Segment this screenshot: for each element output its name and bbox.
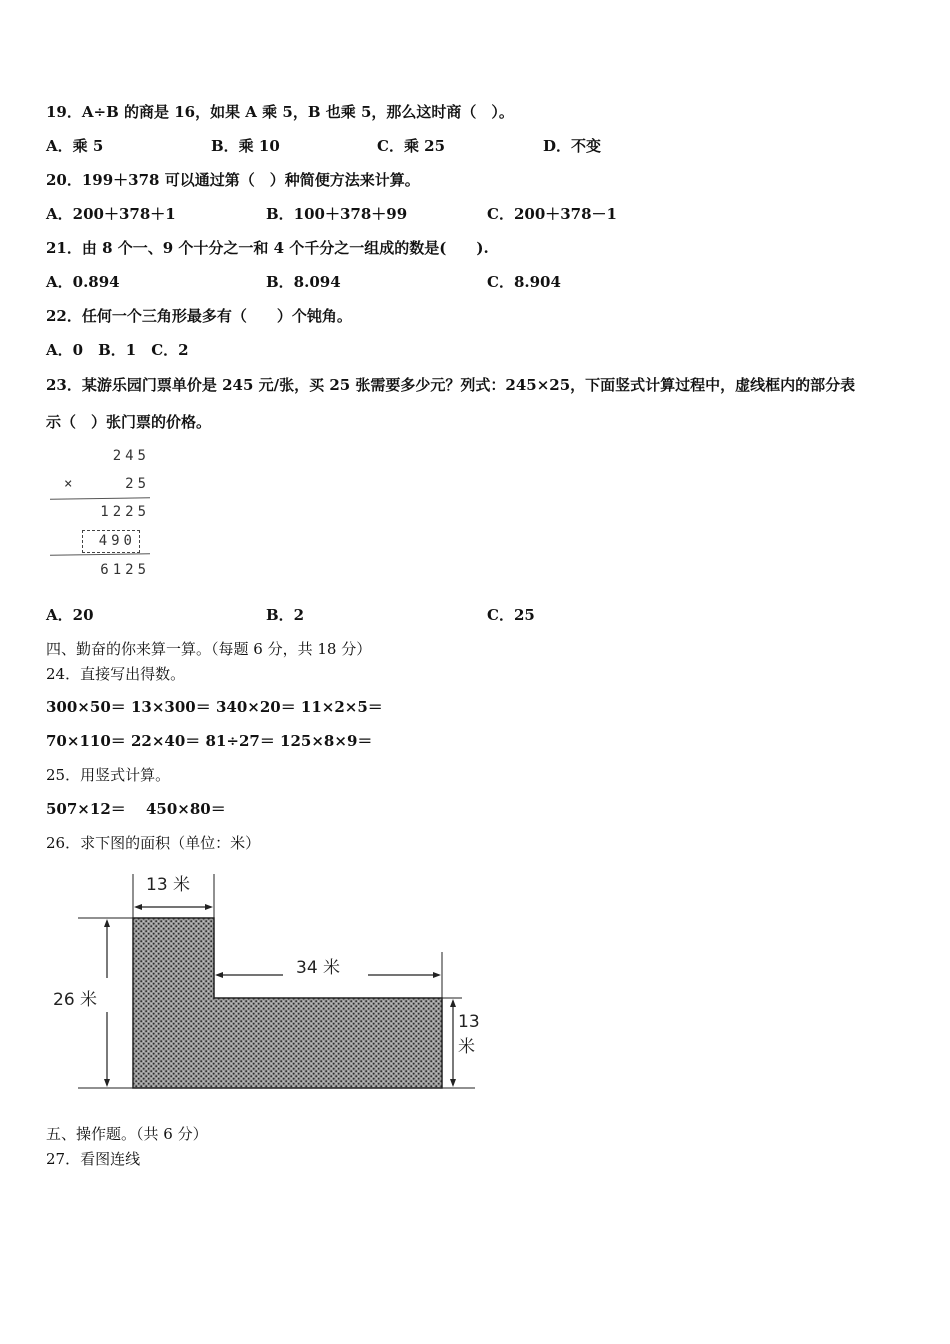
calc-divider-2 xyxy=(50,553,150,555)
l-shape-area xyxy=(133,918,442,1088)
section-four-heading: 四、勤奋的你来算一算。（每题 6 分，共 18 分） xyxy=(46,640,372,658)
q21-option-a[interactable]: A．0.894 xyxy=(46,273,120,291)
q23-option-b[interactable]: B．2 xyxy=(266,606,305,624)
calc-times-sign: × xyxy=(64,476,73,492)
q19-option-b[interactable]: B．乘 10 xyxy=(211,137,280,155)
calc-row-result: 6125 xyxy=(100,562,150,578)
q27-stem: 27．看图连线 xyxy=(46,1150,141,1168)
q23-option-a[interactable]: A．20 xyxy=(46,606,94,624)
q24-line2: 70×110＝ 22×40＝ 81÷27＝ 125×8×9＝ xyxy=(46,732,373,750)
q19-stem: 19．A÷B 的商是 16，如果 A 乘 5，B 也乘 5，那么这时商（ ）。 xyxy=(46,103,514,121)
q23-option-c[interactable]: C．25 xyxy=(487,606,535,624)
q24-stem: 24．直接写出得数。 xyxy=(46,665,186,683)
label-right-height-unit: 米 xyxy=(458,1037,475,1057)
q21-option-b[interactable]: B．8.094 xyxy=(266,273,341,291)
q21-stem: 21．由 8 个一、9 个十分之一和 4 个千分之一组成的数是( ). xyxy=(46,239,489,257)
q20-option-b[interactable]: B．100＋378＋99 xyxy=(266,205,408,223)
calc-row-partial1: 1225 xyxy=(100,504,150,520)
q19-option-a[interactable]: A．乘 5 xyxy=(46,137,104,155)
q23-stem-line2: 示（ ）张门票的价格。 xyxy=(46,413,212,431)
label-right-height-number: 13 xyxy=(458,1012,480,1032)
l-shape-figure xyxy=(0,860,500,1100)
vertical-calculation xyxy=(46,446,156,586)
q19-option-d[interactable]: D．不变 xyxy=(543,137,602,155)
q22-stem: 22．任何一个三角形最多有（ ）个钝角。 xyxy=(46,307,352,325)
q26-stem: 26．求下图的面积（单位：米） xyxy=(46,834,261,852)
q25-stem: 25．用竖式计算。 xyxy=(46,766,171,784)
calc-row-multiplicand: 245 xyxy=(112,448,150,464)
q21-option-c[interactable]: C．8.904 xyxy=(487,273,561,291)
calc-divider-1 xyxy=(50,497,150,499)
q23-stem-line1: 23．某游乐园门票单价是 245 元/张，买 25 张需要多少元？列式：245×25，下面竖式计算过程中，虚线框内的部分表 xyxy=(46,376,856,394)
q24-line1: 300×50＝ 13×300＝ 340×20＝ 11×2×5＝ xyxy=(46,698,383,716)
q20-stem: 20．199＋378 可以通过第（ ）种简便方法来计算。 xyxy=(46,171,420,189)
label-top-width: 13 米 xyxy=(146,875,191,895)
calc-row-multiplier: 25 xyxy=(125,476,150,492)
section-five-heading: 五、操作题。（共 6 分） xyxy=(46,1125,208,1143)
q19-option-c[interactable]: C．乘 25 xyxy=(377,137,446,155)
label-left-height: 26 米 xyxy=(53,990,98,1010)
q22-options[interactable]: A．0 B．1 C．2 xyxy=(46,341,189,359)
q20-option-c[interactable]: C．200＋378－1 xyxy=(487,205,617,223)
label-middle-length: 34 米 xyxy=(296,958,341,978)
calc-row-partial2: 490 xyxy=(98,533,136,549)
q20-option-a[interactable]: A．200＋378＋1 xyxy=(46,205,176,223)
q25-line1: 507×12＝ 450×80＝ xyxy=(46,800,226,818)
